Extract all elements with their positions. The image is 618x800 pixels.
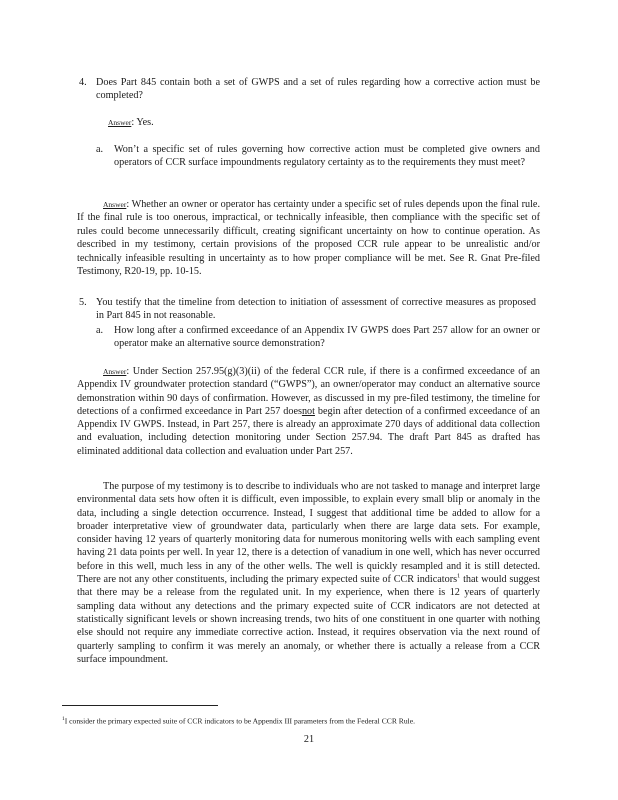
answer-label: Answer	[108, 118, 132, 127]
answer-label: Answer	[103, 367, 127, 376]
q5-text: You testify that the timeline from detection to initiation of assessment of corrective measures as proposed in Part 845 in not reasonable.	[96, 297, 536, 322]
page-number: 21	[303, 734, 315, 745]
q5a-answer-text: : Under Section 257.95(g)(3)(ii) of the federal CCR rule, if there is a confirmed exceedance of an Appendix IV groundwater protection standard (“GWPS”), an owner/operator may conduct an alternative source demonstration within 90 days of confirmation. However, as discussed in my pre-filed testimony, the timeline for detections of a confirmed exceedance in Part 257 does	[77, 366, 540, 417]
q5a-para2-end: that would suggest that there may be a release from the regulated unit. In my experience, when there is 12 years of quarterly sampling data without any detections and the primary expected suite of CCR indicators are not detected at statistically significant levels or shown increasing trends, two hits of one constituent in one quarter with nothing else should not require any immediate corrective action. Instead, it requires observation via the next round of quarterly sampling to confirm it was merely an anomaly, or whether there is actually a release from a CCR surface impoundment.	[77, 574, 540, 665]
not-underlined: not	[301, 405, 315, 417]
footnote-mark: 1	[62, 716, 65, 722]
q4-answer	[108, 116, 154, 129]
footnote	[62, 714, 542, 727]
q4a-letter: a.	[96, 144, 104, 155]
q4-text: Does Part 845 contain both a set of GWPS and a set of rules regarding how a corrective action must be completed?	[96, 77, 540, 102]
q4-answer-text: : Yes.	[131, 117, 154, 128]
answer-label: Answer	[103, 200, 127, 209]
footnote-text: I consider the primary expected suite of CCR indicators to be Appendix III parameters from the Federal CCR Rule.	[64, 716, 416, 726]
q4a-answer	[77, 198, 540, 278]
q5a-answer	[77, 365, 540, 458]
q4a-text: Won’t a specific set of rules governing how corrective action must be completed give owners and operators of CCR surface impoundments regulatory certainty as to the requirements they must meet?	[114, 144, 540, 169]
q4-number: 4.	[79, 77, 87, 88]
q5a-letter: a.	[96, 325, 104, 336]
footnote-separator	[62, 705, 218, 706]
q5a-text: How long after a confirmed exceedance of an Appendix IV GWPS does Part 257 allow for an owner or operator make an alternative source demonstration?	[114, 325, 540, 350]
q5a-paragraph-2	[77, 480, 540, 666]
q5a-para2-text: The purpose of my testimony is to describe to individuals who are not tasked to manage and interpret large environmental data sets how often it is difficult, even impossible, to explain every small blip or anomaly in the data, including a single detection occurrence. Instead, I suggest that additional time be added to allow for a broader interpretative view of groundwater data, particularly when there are large data sets. For example, consider having 12 years of quarterly monitoring data for numerous monitoring wells with each sampling event having 21 data points per well. In year 12, there is a detection of vanadium in one well, which has never occurred before in this well, much less in any of the other wells. The well is quickly resampled and it is still detected. There are not any other constituents, including the primary expected suite of CCR indicators	[77, 481, 540, 586]
q4a-answer-text: : Whether an owner or operator has certainty under a specific set of rules depends upon the final rule. If the final rule is too onerous, impractical, or technically infeasible, then compliance with the specific set of rules could become unnecessarily difficult, creating significant uncertainty on how to continue operation. As described in my testimony, certain provisions of the proposed CCR rule appear to be unrealistic and/or technically infeasible resulting in uncertainty as to how proper compliance will be met. See R. Gnat Pre-filed Testimony, R20-19, pp. 10-15.	[77, 199, 540, 278]
footnote-ref: 1	[457, 572, 461, 580]
q5a-answer-text-2: begin after detection of a confirmed exceedance of an Appendix IV GWPS. Instead, in Part 257, there is already an approximate 270 days of additional data collection and evaluation, including detection monitoring under Section 257.94. The draft Part 845 as drafted has eliminated additional data collection and evaluation under Part 257.	[77, 405, 540, 457]
q5-number: 5.	[79, 297, 87, 308]
